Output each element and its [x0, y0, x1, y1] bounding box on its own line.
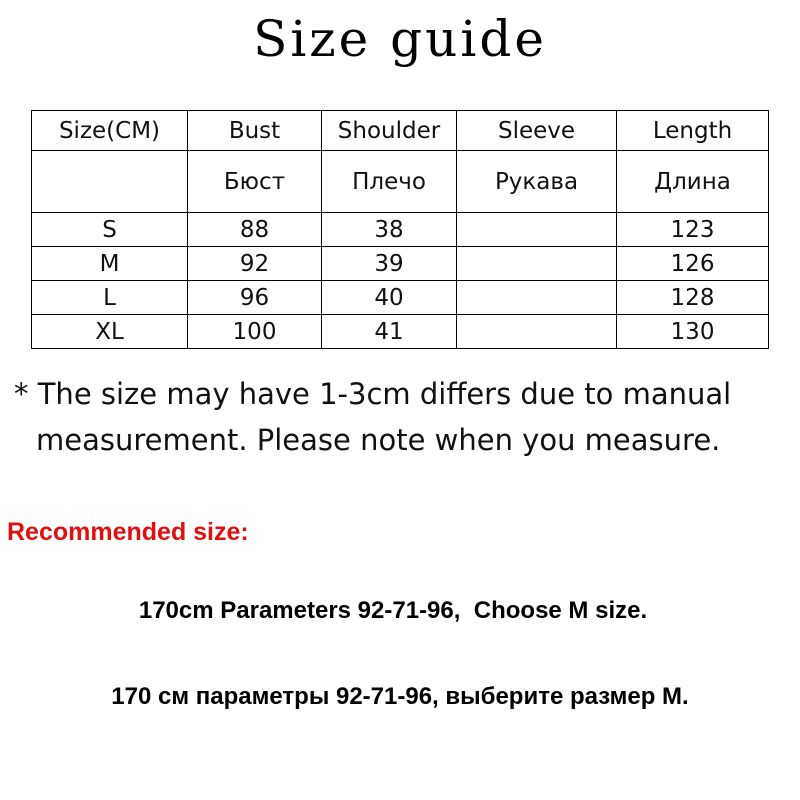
page-title: Size guide: [253, 10, 547, 68]
table-cell: 96: [188, 281, 322, 315]
header-cell-shoulder: Shoulder: [322, 111, 457, 151]
header-cell-sleeve-ru: Рукава: [457, 151, 617, 213]
table-cell: [457, 213, 617, 247]
table-cell: 39: [322, 247, 457, 281]
header-cell-size-ru: [32, 151, 188, 213]
header-cell-sleeve: Sleeve: [457, 111, 617, 151]
table-row: [32, 247, 769, 281]
table-cell: S: [32, 213, 188, 247]
table-cell: 41: [322, 315, 457, 349]
size-table: [31, 110, 769, 349]
table-cell: 88: [188, 213, 322, 247]
measurement-note: [14, 371, 794, 463]
table-cell: [457, 315, 617, 349]
header-cell-length: Length: [617, 111, 769, 151]
table-row: [32, 315, 769, 349]
table-cell: 100: [188, 315, 322, 349]
note-line-1: * The size may have 1-3cm differs due to manual: [14, 377, 732, 411]
table-row: [32, 281, 769, 315]
header-cell-bust-ru: Бюст: [188, 151, 322, 213]
recommendation-english: 170cm Parameters 92-71-96, Choose M size.: [138, 597, 648, 624]
table-row: [32, 213, 769, 247]
table-cell: 123: [617, 213, 769, 247]
header-cell-shoulder-ru: Плечо: [322, 151, 457, 213]
table-cell: 126: [617, 247, 769, 281]
table-cell: M: [32, 247, 188, 281]
table-cell: 38: [322, 213, 457, 247]
table-cell: 92: [188, 247, 322, 281]
table-cell: [457, 247, 617, 281]
table-cell: 130: [617, 315, 769, 349]
table-header-row-en: [32, 111, 769, 151]
header-cell-size: Size(CM): [32, 111, 188, 151]
note-line-2: measurement. Please note when you measure.: [36, 423, 721, 457]
header-cell-bust: Bust: [188, 111, 322, 151]
table-cell: 128: [617, 281, 769, 315]
recommendation-russian: 170 см параметры 92-71-96, выберите размер M.: [111, 683, 689, 710]
table-cell: L: [32, 281, 188, 315]
recommended-size-label: Recommended size:: [7, 518, 249, 546]
table-header-row-ru: [32, 151, 769, 213]
table-cell: [457, 281, 617, 315]
header-cell-length-ru: Длина: [617, 151, 769, 213]
table-cell: 40: [322, 281, 457, 315]
table-cell: XL: [32, 315, 188, 349]
